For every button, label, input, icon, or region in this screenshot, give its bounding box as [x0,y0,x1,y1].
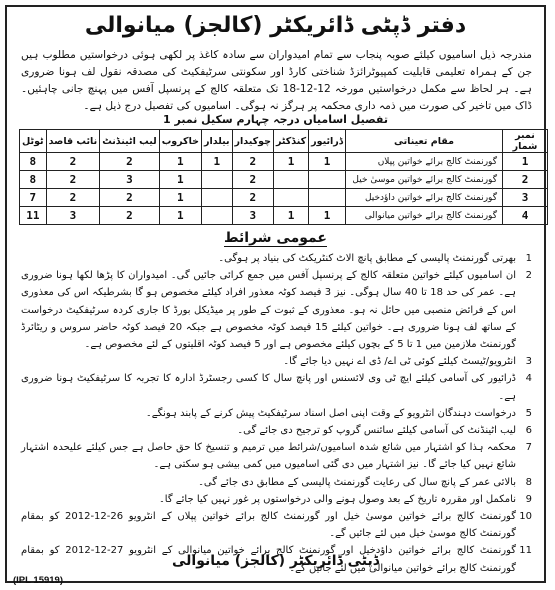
cell-chowkidar: 3 [232,207,273,225]
col-header: لیب اٹینڈنٹ [100,130,160,153]
term-number: 10 [519,511,532,523]
list-item [21,353,532,370]
table-row [20,189,548,207]
col-header: مقام تعیناتی [346,130,503,153]
term-text: گورنمنٹ کالج برائے خواتین داؤدخیل اور گورنمنٹ کالج برائے خواتین میانوالی کے انٹرویو 27-12-2012 کو بمقام گورنمنٹ کالج برائے خواتین میانوالی میں لئے جائیں گے۔ [21,545,516,574]
cell-sr: 1 [503,153,548,171]
signature-block: ڈپٹی ڈائریکٹر (کالجز) میانوالی [172,553,379,569]
cell-conductor [273,189,308,207]
term-number: 11 [519,545,532,557]
col-header: کنڈکٹر [273,130,308,153]
term-number: 3 [525,356,532,368]
intro-paragraph: مندرجہ ذیل اسامیوں کیلئے صوبہ پنجاب سے تمام امیدواران سے سادہ کاغذ پر لکھی ہوئی درخواستیں مطلوب ہیں جن کے ہمراہ تعلیمی قابلیت کمپیوٹرائزڈ شناختی کارڈ اور سکونتی سرٹیفکیٹ کی مصدقہ نقول لف ہونا ضروری ہے۔ ہر لحاظ سے مکمل درخواستیں مورخہ 12-12-18 تک متعلقہ کالج کے پرنسپل آفس میں پہنچ جانی چاہئیں۔ ڈاک میں تاخیر کی صورت میں ذمہ داری محکمہ پر ہرگز نہ ہوگی۔ اسامیوں کی تفصیل درج ذیل ہے۔ [21,49,532,112]
reference-code: (IPL 15919) [13,575,63,586]
cell-lab: 2 [100,189,160,207]
cell-chowkidar: 2 [232,189,273,207]
cell-sr: 3 [503,189,548,207]
list-item [21,422,532,439]
cell-place: گورنمنٹ کالج برائے خواتین میانوالی [346,207,503,225]
term-number: 9 [525,493,532,505]
cell-place: گورنمنٹ کالج برائے خواتین موسیٰ خیل [346,171,503,189]
cell-naib: 2 [46,153,100,171]
cell-sr: 4 [503,207,548,225]
cell-sweeper: 1 [159,153,201,171]
term-number: 8 [525,476,532,488]
cell-beldar [202,207,233,225]
term-number: 4 [525,373,532,385]
table-caption: تفصیل اسامیاں درجہ چہارم سکیل نمبر 1 [163,113,388,126]
list-item [21,250,532,267]
cell-lab: 2 [100,153,160,171]
col-header: ٹوٹل [20,130,47,153]
term-text: درخواست دہندگان انٹرویو کے وقت اپنی اصل اسناد سرٹیفکیٹ پیش کرنے کے پابند ہونگے۔ [145,407,516,419]
cell-place: گورنمنٹ کالج برائے خواتین داؤدخیل [346,189,503,207]
cell-beldar [202,189,233,207]
list-item [21,508,532,542]
terms-list [21,250,532,577]
cell-chowkidar: 2 [232,153,273,171]
cell-conductor: 1 [273,207,308,225]
col-header: بیلدار [202,130,233,153]
cell-naib: 3 [46,207,100,225]
cell-driver: 1 [309,207,346,225]
list-item [21,370,532,404]
terms-heading [7,230,544,246]
table-row [20,207,548,225]
cell-total: 7 [20,189,47,207]
cell-driver [309,189,346,207]
cell-sr: 2 [503,171,548,189]
term-text: گورنمنٹ کالج برائے خواتین موسیٰ خیل اور گورنمنٹ کالج برائے خواتین پپلاں کے انٹرویو 26-12-2012 کو بمقام گورنمنٹ کالج موسیٰ خیل میں لئے جائیں گے۔ [21,511,516,540]
cell-total: 8 [20,171,47,189]
cell-chowkidar: 2 [232,171,273,189]
cell-driver [309,171,346,189]
list-item [21,405,532,422]
cell-beldar: 1 [202,153,233,171]
list-item [21,491,532,508]
cell-driver: 1 [309,153,346,171]
table-header-row [20,130,548,153]
cell-conductor: 1 [273,153,308,171]
cell-sweeper: 1 [159,207,201,225]
term-number: 2 [525,270,532,282]
term-number: 7 [525,442,532,454]
terms-heading-text: عمومی شرائط [224,230,327,246]
list-item [21,474,532,491]
term-text: لیب اٹینڈنٹ کی آسامی کیلئے سائنس گروپ کو ترجیح دی جائے گی۔ [237,425,516,437]
table-row [20,171,548,189]
cell-naib: 2 [46,171,100,189]
term-text: نامکمل اور مقررہ تاریخ کے بعد وصول ہونے والی درخواستوں پر غور نہیں کیا جائے گا۔ [158,493,516,505]
cell-lab: 2 [100,207,160,225]
advertisement-frame [5,5,546,586]
list-item [21,267,532,353]
term-number: 1 [525,253,532,264]
cell-total: 8 [20,153,47,171]
term-number: 6 [525,425,532,437]
cell-conductor [273,171,308,189]
col-header: چوکیدار [232,130,273,153]
cell-sweeper: 1 [159,171,201,189]
cell-total: 11 [20,207,47,225]
term-text: بالائی عمر کے پانچ سال کی رعایت گورنمنٹ پالیسی کے مطابق دی جائے گی۔ [198,476,516,488]
term-text: ڈرائیور کی آسامی کیلئے ایچ ٹی وی لائسنس اور پانچ سال کا کسی رجسٹرڈ ادارہ کا تجربہ کا سرٹیفکیٹ ہونا ضروری ہے۔ [21,373,516,402]
cell-sweeper: 1 [159,189,201,207]
col-header: ڈرائیور [309,130,346,153]
cell-place: گورنمنٹ کالج برائے خواتین پپلاں [346,153,503,171]
ad-title: دفتر ڈپٹی ڈائریکٹر (کالجز) میانوالی [84,13,467,38]
list-item [21,439,532,473]
vacancies-table [19,129,548,225]
term-text: محکمہ ہذا کو اشتہار میں شائع شدہ اسامیوں/شرائط میں ترمیم و تنسیخ کا حق حاصل ہے جس کیلئے علیحدہ اشتہار شائع نہیں کیا جائے گا۔ نیز اشتہار میں دی گئی اسامیوں میں کمی بیشی ہو سکتی ہے۔ [21,442,516,471]
term-text: انٹرویو/ٹیسٹ کیلئے کوئی ٹی اے/ ڈی اے نہیں دیا جائے گا۔ [283,356,516,368]
term-text: بھرتی گورنمنٹ پالیسی کے مطابق پانچ الاٹ کنٹریکٹ کی بنیاد پر ہوگی۔ [218,253,516,264]
table-row [20,153,548,171]
col-header: نمبر شمار [503,130,548,153]
cell-naib: 2 [46,189,100,207]
col-header: نائب قاصد [46,130,100,153]
cell-lab: 3 [100,171,160,189]
term-text: ان اسامیوں کیلئے خواتین متعلقہ کالج کے پرنسپل آفس میں جمع کرائی جائیں گی۔ امیدواران کا پڑھا لکھا ہونا ضروری ہے۔ عمر کی حد 18 تا 40 سال ہوگی۔ نیز 3 فیصد کوٹہ معذور افراد کیلئے مخصوص ہو گا بشرطیکہ اس کی معذوری اس کے فرائض منصبی میں حائل نہ ہو۔ معذوری کے ثبوت کے طور پر میڈیکل بورڈ کا جاری کردہ سرٹیفکیٹ درخواست کے ساتھ لف ہونا ضروری ہے۔ خواتین کیلئے 15 فیصد کوٹہ مخصوص ہے جبکہ 20 فیصد کوٹہ حاضر سروس و ریٹائرڈ گورنمنٹ ملازمین میں 1 تا 5 کے بچوں کیلئے مخصوص ہے اور 5 فیصد کوٹہ اقلیتوں کے لئے مخصوص ہے۔ [21,270,516,351]
col-header: خاکروب [159,130,201,153]
cell-beldar [202,171,233,189]
term-number: 5 [525,407,532,419]
